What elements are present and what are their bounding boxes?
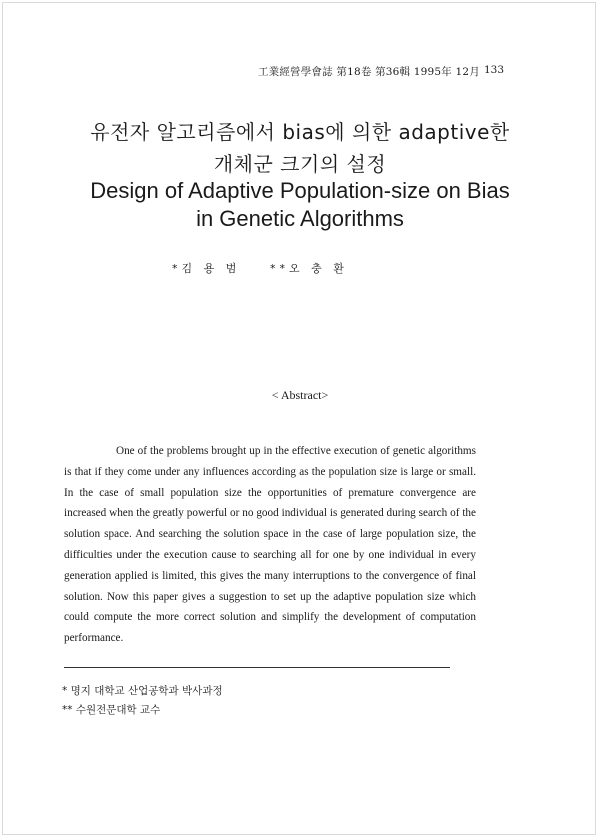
journal-running-header: 工業經營學會誌 第18卷 第36輯 1995年 12月 [257,66,480,78]
author-2: **오 충 환 [270,262,348,275]
abstract-heading: < Abstract> [271,388,329,402]
korean-title-line-1: 유전자 알고리즘에서 bias에 의한 adaptive한 [90,120,510,144]
abstract-body: One of the problems brought up in the effective execution of genetic algorithms is that if they come under any influences according as the population size is large or small. In the case of small population size the opportunities of premature convergence are increased when the greatly powerful or no good individual is generated during search of the solution space. And searching the solution space in the case of large population size, the difficulties under the execution cause to searching all for one by one individual in every generation applied is limited, this gives the many interruptions to the convergence of final solution. Now this paper gives a suggestion to set up the adaptive population size which could compute the more correct solution and simplify the development of computation performance. [64,445,476,645]
author-1: *김 용 범 [172,262,241,275]
korean-title-line-2: 개체군 크기의 설정 [213,152,387,176]
english-title-line-2: in Genetic Algorithms [196,206,404,231]
english-title-line-1: Design of Adaptive Population-size on Bias [90,178,510,203]
footnote-affiliation-1: * 명지 대학교 산업공학과 박사과정 [62,685,223,697]
page-number: 133 [484,64,505,76]
footnote-divider [64,667,450,668]
footnote-affiliation-2: ** 수원전문대학 교수 [62,704,161,716]
